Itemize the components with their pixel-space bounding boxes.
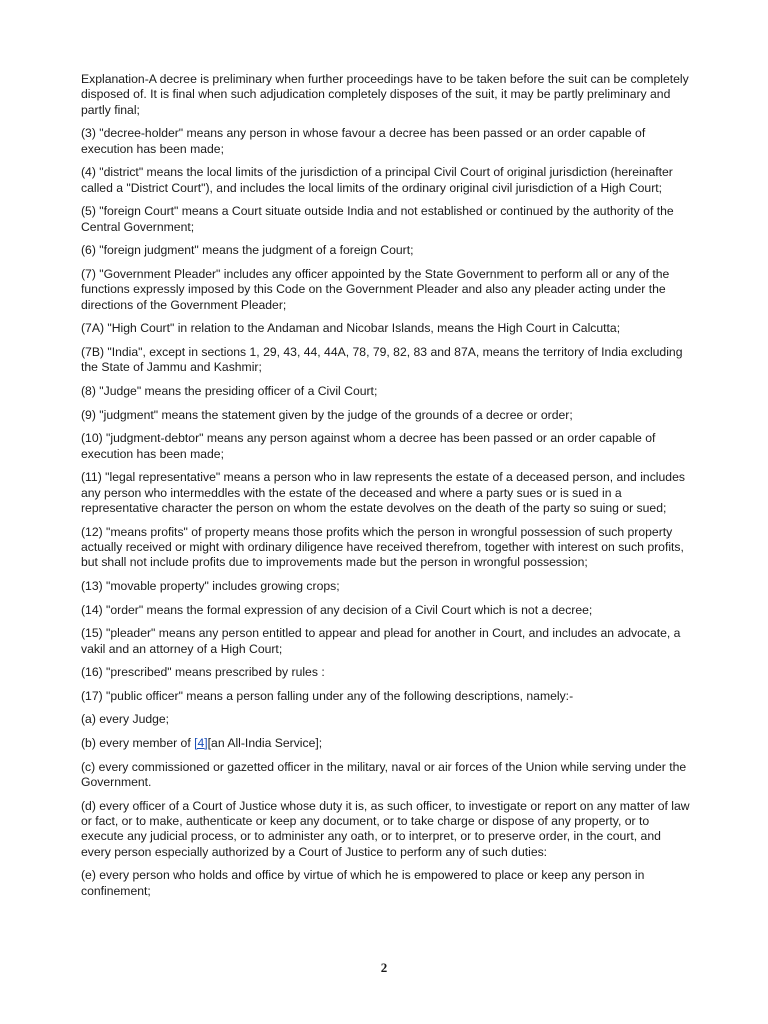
paragraph-high-court: (7A) "High Court" in relation to the Andaman and Nicobar Islands, means the High Court in Calcutta; bbox=[81, 321, 621, 336]
paragraph-b-text-after: [an All-India Service]; bbox=[207, 735, 323, 750]
paragraph-all-india-service bbox=[81, 736, 693, 751]
paragraph-legal-representative: (11) "legal representative" means a person who in law represents the estate of a deceased person, and includes any person who intermeddles with the estate of the deceased and where a party sues or is sued in a representative character the person on whom the estate devolves on the death of the party so suing or sued; bbox=[81, 470, 685, 515]
paragraph-foreign-judgment: (6) "foreign judgment" means the judgment of a foreign Court; bbox=[81, 243, 414, 258]
paragraph-order: (14) "order" means the formal expression of any decision of a Civil Court which is not a decree; bbox=[81, 602, 593, 617]
paragraph-public-officer: (17) "public officer" means a person falling under any of the following descriptions, namely:- bbox=[81, 688, 574, 703]
paragraph-commissioned-officer: (c) every commissioned or gazetted officer in the military, naval or air forces of the Union while serving under the Government. bbox=[81, 759, 687, 789]
paragraph-explanation: Explanation-A decree is preliminary when further proceedings have to be taken before the suit can be completely disposed of. It is final when such adjudication completely disposes of the suit, it may be partly preliminary and partly final; bbox=[81, 72, 689, 117]
page-number: 2 bbox=[380, 960, 388, 975]
paragraph-every-judge: (a) every Judge; bbox=[81, 712, 170, 727]
paragraph-means-profits: (12) "means profits" of property means those profits which the person in wrongful possession of such property actually received or might with ordinary diligence have received therefrom, together with interest on such profits, but shall not include profits due to improvements made but the person in wrongful possession; bbox=[81, 524, 684, 570]
paragraph-prescribed: (16) "prescribed" means prescribed by rules : bbox=[81, 665, 325, 680]
footnote-link[interactable]: [4] bbox=[194, 735, 208, 750]
document-body bbox=[81, 72, 693, 907]
paragraph-judgment-debtor: (10) "judgment-debtor" means any person against whom a decree has been passed or an order capable of execution has been made; bbox=[81, 431, 656, 461]
paragraph-confinement: (e) every person who holds and office by virtue of which he is empowered to place or keep any person in confinement; bbox=[81, 868, 645, 898]
paragraph-court-officer: (d) every officer of a Court of Justice whose duty it is, as such officer, to investigate or report on any matter of law or fact, or to make, authenticate or keep any document, or to take charge or dispose of any property, or to execute any judicial process, or to administer any oath, or to interpret, or to preserve order, in the court, and every person especially authorized by a Court of Justice to perform any of such duties: bbox=[81, 798, 690, 859]
paragraph-foreign-court: (5) "foreign Court" means a Court situate outside India and not established or continued by the authority of the Central Government; bbox=[81, 204, 674, 234]
paragraph-movable-property: (13) "movable property" includes growing crops; bbox=[81, 579, 340, 593]
paragraph-pleader: (15) "pleader" means any person entitled to appear and plead for another in Court, and includes an advocate, a vakil and an attorney of a High Court; bbox=[81, 626, 681, 656]
paragraph-b-text-before: (b) every member of bbox=[81, 735, 195, 750]
paragraph-government-pleader: (7) "Government Pleader" includes any officer appointed by the State Government to perform all or any of the functions expressly imposed by this Code on the Government Pleader and also any pleader acting under the directions of the Government Pleader; bbox=[81, 267, 670, 312]
paragraph-decree-holder: (3) "decree-holder" means any person in whose favour a decree has been passed or an order capable of execution has been made; bbox=[81, 126, 646, 156]
paragraph-india: (7B) "India", except in sections 1, 29, 43, 44, 44A, 78, 79, 82, 83 and 87A, means the territory of India excluding the State of Jammu and Kashmir; bbox=[81, 345, 683, 375]
paragraph-judge: (8) "Judge" means the presiding officer of a Civil Court; bbox=[81, 384, 378, 398]
paragraph-district: (4) "district" means the local limits of the jurisdiction of a principal Civil Court of original jurisdiction (hereinafter called a "District Court"), and includes the local limits of the ordinary original civil jurisdiction of a High Court; bbox=[81, 165, 673, 195]
paragraph-judgment: (9) "judgment" means the statement given by the judge of the grounds of a decree or order; bbox=[81, 407, 573, 422]
